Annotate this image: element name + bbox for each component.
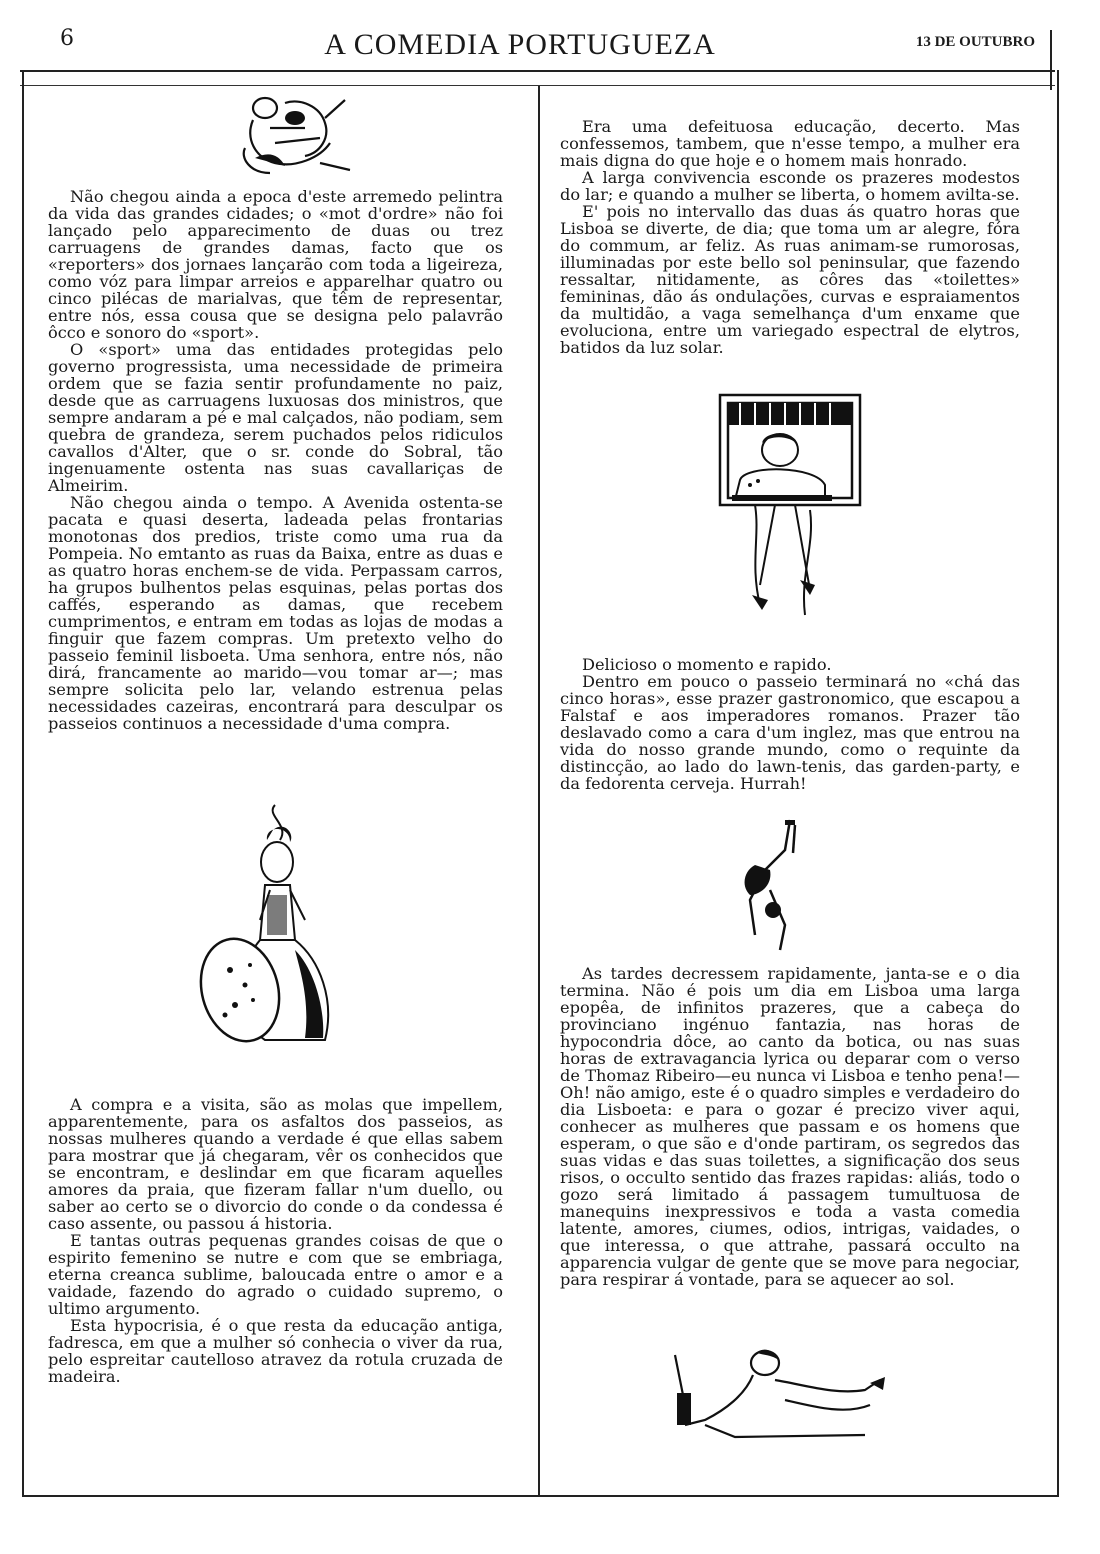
paragraph: Era uma defeituosa educação, decerto. Mas confessemos, tambem, que n'esse tempo, a mulher era mais digna do que hoje e o homem mais honrado. [560,117,1020,170]
page-header [20,18,1055,68]
paragraph: Não chegou ainda o tempo. A Avenida ostenta-se pacata e quasi deserta, ladeada pelas frontarias monotonas dos predios, triste como uma rua da Pompeia. No emtanto as ruas da Baixa, entre as duas e as quatro horas enchem-se de vida. Perpassam carros, ha grupos bulhentos pelas esquinas, pelas portas dos caffés, esperando as damas, que recebem cumprimentos, e entram em todas as lojas de modas a finguir que fazem compras. Um pretexto velho do passeio feminil lisboeta. Uma senhora, entre nós, não dirá, francamente ao marido—vou tomar ar—; mas sempre solicita pelo lar, velando estrenua pelas necessidades cazeiras, encontrará para desculpar os passeios continuos a necessidade d'uma compra. [48,493,503,733]
left-column-text-bottom [48,1096,503,1385]
paragraph: Dentro em pouco o passeio terminará no «chá das cinco horas», esse prazer gastronomico, que escapou a Falstaf e aos imperadores romanos. Prazer tão deslavado como a cara d'um inglez, mas que entrou na vida do nosso grande mundo, como o requinte da distincção, ao lado do lawn-tenis, das garden-party, e da fedorenta cerveja. Hurrah! [560,672,1020,793]
acrobat-icon [725,815,815,955]
paragraph: Delicioso o momento e rapido. [582,655,832,674]
figure-at-window-icon [700,385,870,645]
lady-with-parasol-icon [195,800,345,1050]
page-number: 6 [60,26,74,51]
paragraph: Esta hypocrisia, é o que resta da educação antiga, fadresca, em que a mulher só conhecia o viver da rua, pelo espreitar cautelloso atravez da rotula cruzada de madeira. [48,1316,503,1386]
right-column-text-middle [560,656,1020,792]
paragraph: E' pois no intervallo das duas ás quatro horas que Lisboa se diverte, de dia; que toma um ar alegre, fóra do commum, ar feliz. As ruas animam-se rumorosas, illuminadas por este bello sol peninsular, que fazendo ressaltar, nitidamente, as côres das «toilettes» femininas, dão ás ondulações, curvas e espraiamentos da multidão, a vaga semelhança d'um enxame que evoluciona, entre um variegado espectral de elytros, batidos da luz solar. [560,202,1020,357]
right-column-text-top [560,118,1020,356]
paragraph: A larga convivencia esconde os prazeres modestos do lar; e quando a mulher se liberta, o homem avilta-se. [560,168,1020,204]
masthead-title: A COMEDIA PORTUGUEZA [324,28,716,61]
sketch-couple-icon [225,88,360,178]
reclining-man-icon [665,1345,890,1455]
header-edge-rule [1050,30,1052,90]
paragraph: A compra e a visita, são as molas que impellem, apparentemente, para os asfaltos dos passeios, as nossas mulheres quando a verdade é que ellas sabem para mostrar que já chegaram, vêr os conhecidos que se encontram, e deslindar em que ficaram aquelles amores da praia, que fizeram fallar n'um duello, ou saber ao certo se o divorcio do conde o da condessa é caso assente, ou passou á historia. [48,1095,503,1233]
paragraph: E tantas outras pequenas grandes coisas de que o espirito femenino se nutre e com que se embriaga, eterna creanca sublime, baloucada entre o amor e a vaidade, fazendo do agrado o cuidado supremo, o ultimo argumento. [48,1231,503,1318]
right-column-text-bottom [560,965,1020,1288]
left-column-text-top [48,188,503,732]
column-divider [538,86,540,1496]
paragraph: As tardes decressem rapidamente, janta-se e o dia termina. Não é pois um dia em Lisboa uma larga epopêa, de infinitos prazeres, que a cabeça do provinciano ingénuo fantazia, nas horas de hypocondria dôce, ao canto da botica, ou nas suas horas de extravagancia lyrica ou deparar com o verso de Thomaz Ribeiro—eu nunca vi Lisboa e tenho pena!—Oh! não amigo, este é o quadro simples e verdadeiro do dia Lisboeta: e para o gozar é precizo viver aqui, conhecer as mulheres que passam e os homens que esperam, o que são e d'onde partiram, os segredos das suas vidas e das suas toilettes, a significação dos seus risos, o occulto sentido das frazes rapidas: aliás, todo o gozo será limitado á passagem tumultuosa de manequins inexpressivos e toda a vasta comedia latente, amores, ciumes, odios, intrigas, vaidades, o que interessa, o que attrahe, passará occulto na apparencia vulgar de gente que se move para negociar, para respirar á vontade, para se aquecer ao sol. [560,964,1020,1289]
issue-date: 13 DE OUTUBRO [915,34,1035,50]
paragraph: O «sport» uma das entidades protegidas pelo governo progressista, uma necessidade de primeira ordem que se fazia sentir profundamente no paiz, desde que as carruagens luxuosas dos ministros, que sempre andaram a pé e mal calçados, não podiam, sem quebra de grandeza, serem puchados pelos ridiculos cavallos d'Alter, que o sr. conde do Sobral, tão ingenuamente ostenta nas suas cavallariças de Almeirim. [48,340,503,495]
paragraph: Não chegou ainda a epoca d'este arremedo pelintra da vida das grandes cidades; o «mot d'ordre» não foi lançado pelo apparecimento de duas ou trez carruagens de grandes damas, facto que os «reporters» dos jornaes lançarão com toda a ligeireza, como vóz para limpar arreios e apparelhar quatro ou cinco pilécas de marialvas, que têm de representar, entre nós, essa cousa que se designa pelo palavrão ôcco e sonoro do «sport». [48,187,503,342]
